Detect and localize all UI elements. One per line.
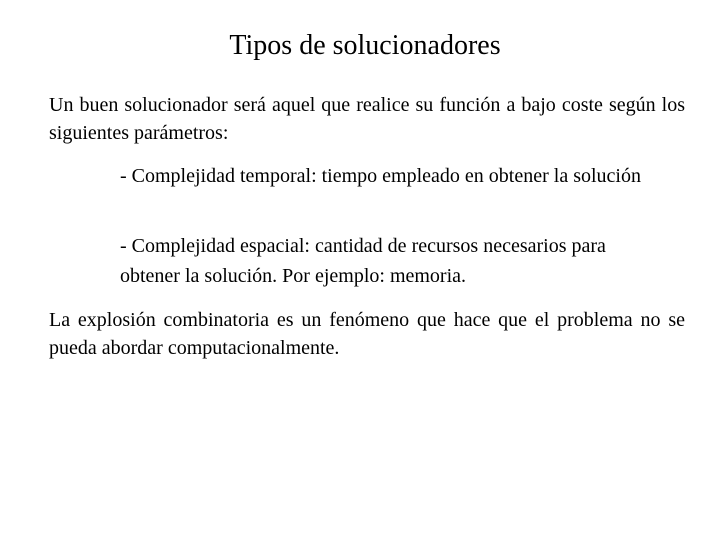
- bullet-space-complexity: - Complejidad espacial: cantidad de recursos necesarios para obtener la solución. Por ejemplo: memoria.: [120, 235, 606, 287]
- bullet-time-complexity: - Complejidad temporal: tiempo empleado en obtener la solución: [120, 165, 641, 187]
- conclusion-paragraph: La explosión combinatoria es un fenómeno que hace que el problema no se pueda abordar computacionalmente.: [49, 309, 685, 359]
- intro-paragraph: Un buen solucionador será aquel que realice su función a bajo coste según los siguientes parámetros:: [49, 94, 685, 144]
- slide-title: Tipos de solucionadores: [229, 30, 501, 61]
